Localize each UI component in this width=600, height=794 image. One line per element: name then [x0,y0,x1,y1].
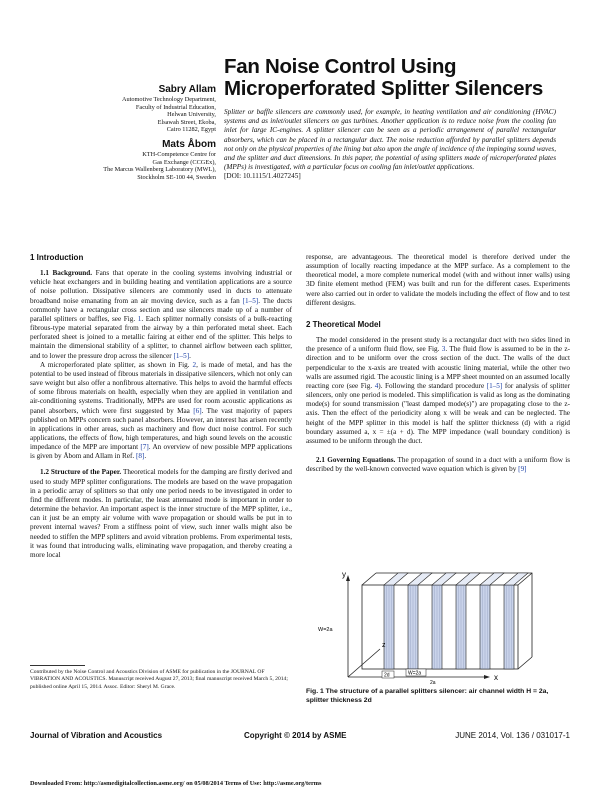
subsection-heading: 2.1 Governing Equations. [316,455,396,464]
channel-width-label: W=2a [408,670,422,677]
citation-link[interactable]: [1–5] [486,381,503,390]
splitter-thickness-label: 2d [384,672,390,679]
width-label: W=2a [318,627,333,633]
splitter-top [456,573,480,585]
section-heading: 1 Introduction [30,253,84,262]
footnote: Contributed by the Noise Control and Acoustics Division of ASME for publication in the JOURNAL OF VIBRATION AND ACOUSTICS. Manuscript received August 27, 2013; final manuscript received March 5, 2014; published online April 15, 2014. Assoc. Editor: Sheryl M. Grace. [30,665,290,691]
download-notice: Downloaded From: http://asmedigitalcollection.asme.org/ on 05/08/2014 Terms of Use: http://asme.org/terms [30,780,322,787]
splitter-top [408,573,432,585]
figure-link[interactable]: 3 [441,345,446,354]
x-arrow-icon [484,675,490,679]
figure-caption: Fig. 1 The structure of a parallel splitters silencer: air channel width H = 2a, splitter thickness 2d [306,688,549,704]
y-axis-label: y [342,570,346,579]
splitter-top [480,573,504,585]
figure-link[interactable]: 2 [192,360,197,369]
duct-depth-edge [518,657,532,669]
citation-link[interactable]: [6] [193,406,202,415]
abstract-text: Splitter or baffle silencers are commonly used, for example, in heating ventilation and air conditioning (HVAC) systems and as inlet/outlet silencers on gas turbines. Another application is to reduce noise from the cooling fan inlet for large IC-engines. A splitter silencer can be seen as a periodic arrangement of parallel rectangular absorbers, which can be placed in a rectangular duct. The noise reduction afforded by parallel splitters depends not only on the physical properties of the lining but also upon the angle of incidence of the impinging sound waves, and the splitter and duct dimensions. In this paper, the potential of using splitters made of microperforated plates (MPPs) is investigated, with a particular focus on cooling fan inlet/outlet applications. [224,108,556,172]
z-axis-label: z [382,642,386,649]
footer-issue: JUNE 2014, Vol. 136 / 031017-1 [455,731,570,740]
section-heading: 2 Theoretical Model [306,319,381,329]
citation-link[interactable]: [1–5] [242,296,259,305]
subsection-heading: 1.2 Structure of the Paper. [40,468,122,477]
y-arrow-icon [346,575,350,581]
z-axis [348,649,380,677]
doi-link[interactable]: [DOI: 10.1115/1.4027245] [224,172,301,181]
right-column: response, are advantageous. The theoretical model is therefore derived under the assumption of locally reacting impedance at the MPP surface. As a complement to the theoretical model, a more complete numerical model (with and without inner walls) using 3D finite element method (FEM) was built and run for the different cases. Experiments were also carried out in order to validate the models including the effect of flow and to test different designs. 2 Theoretical Model The model considered in the present study is a rectangular duct with two sides lined in the presence of a uniform fluid flow, see Fig. 3. The fluid flow is assumed to be in the z-direction and to be uniform over the cross section of the duct. The walls of the duct perpendicular to the x-axis are treated with acoustic lining material, while the other two walls are assumed rigid. The acoustic lining is a MPP sheet mounted on an assumed locally reacting core (see Fig. 4). Following the standard procedure [1–5] for analysis of splitter silencers, only one period is modeled. This simplification is valid as long as the dominating mode(s) for sound transmission ("least damped mode(s)") are propagating close to the z-axis. Then the effect of the periodicity along x will be weak and can be neglected. The height of the MPP splitter in this model is half the splitter thickness (d) with a rigid boundary assumed a, x = ±(a + d). The MPP impedance (wall boundary condition) is assumed to be uniform through the duct. 2.1 Governing Equations. The propagation of sound in a duct with a uniform flow is described by the well-known convected wave equation which is given by [9] [306,253,571,474]
paper-title: Fan Noise Control Using Microperforated Splitter Silencers [224,55,544,100]
channel-label: 2a [430,680,436,685]
abstract [224,108,556,182]
figure-link[interactable]: 1 [137,314,142,323]
author-affiliation: KTH-Competence Centre for Gas Exchange (CCGEx), The Marcus Wallenberg Laboratory (MWL), Stockholm SE-100 44, Sweden [103,150,216,181]
citation-link[interactable]: [7] [140,443,149,452]
citation-link[interactable]: [9] [518,465,527,474]
x-axis-label: x [494,673,498,682]
splitter-top [384,573,408,585]
figure-1-diagram [318,565,562,685]
subsection-heading: 1.1 Background. [40,269,93,278]
author-name: Sabry Allam [158,84,216,95]
author-affiliation: Automotive Technology Department, Faculty of Industrial Education, Helwan University, Elsawah Street, Ekoba, Cairo 11282, Egypt [121,96,216,134]
figure-link[interactable]: 4 [374,381,379,390]
duct-depth-edge [362,573,376,585]
citation-link[interactable]: [1–5] [173,351,190,360]
footnote-divider [30,665,85,666]
splitter-group [384,573,528,669]
citation-link[interactable]: [8] [136,452,145,461]
splitter-top [432,573,456,585]
footer-journal: Journal of Vibration and Acoustics [30,731,163,740]
left-column: 1 Introduction 1.1 Background. Fans that operate in the cooling systems involving industrial or vehicle heat exchangers and in building heating and ventilation applications are a source of noise pollution. Dissipative silencers are commonly used in ducts to attenuate broadband noise emanating from an air moving device, such as a fan [1–5]. The ducts commonly have a rectangular cross section and use silencers made up of a number of parallel splitters or baffles, see Fig. 1. Each splitter normally consists of a bulk-reacting fibrous-type material separated from the airway by a thin perforated metal sheet. Each perforated sheet is joined to a metallic fairing at either end of the splitter. This helps to maintain the dimensional stability of a splitter, to channel airflow between each splitter, and to lower the pressure drop across the silencer [1–5]. A microperforated plate splitter, as shown in Fig. 2, is made of metal, and has the potential to be used instead of fibrous materials in dissipative silencers, which not only can save weight but also offer a nonfibrous alternative. This helps to avoid the harmful effects of some fibrous materials on health, especially when they are applied in ventilation and air-conditioning systems. Traditionally, MPPs are used for room acoustic applications as panel absorbers, which were first suggested by Maa [6]. The vast majority of papers published on MPPs concern such panel absorbers. However, an interest has arisen recently in applications in other areas, such as machinery and flow duct noise control. For such applications, the effects of flow, high temperatures, and high sound levels on the acoustic impedance of the MPP are important [7]. An overview of new possible MPP applications is given by Åbom and Allam in Ref. [8]. 1.2 Structure of the Paper. Theoretical models for the damping are firstly derived and used to study MPP splitter configurations. The models are based on the wave propagation in a periodic array of splitters so that only one period needs to be investigated in order to find the different modes. In particular, the least attenuated mode is important in order to determine the behavior. An important aspect is the inner structure of the MPP splitter, i.e., can it just be an empty air volume with wave propagation or should walls be put in to prevent internal waves? From a stiffness point of view, such inner walls might also be needed to stiffen the MPP splitters and avoid vibration problems. From experimental tests, it was found that introducing walls, eliminating wave propagation, and thereby creating a more local [30,253,292,559]
author-name: Mats Åbom [162,138,216,150]
author-block [64,82,216,181]
footer-copyright: Copyright © 2014 by ASME [244,731,347,740]
